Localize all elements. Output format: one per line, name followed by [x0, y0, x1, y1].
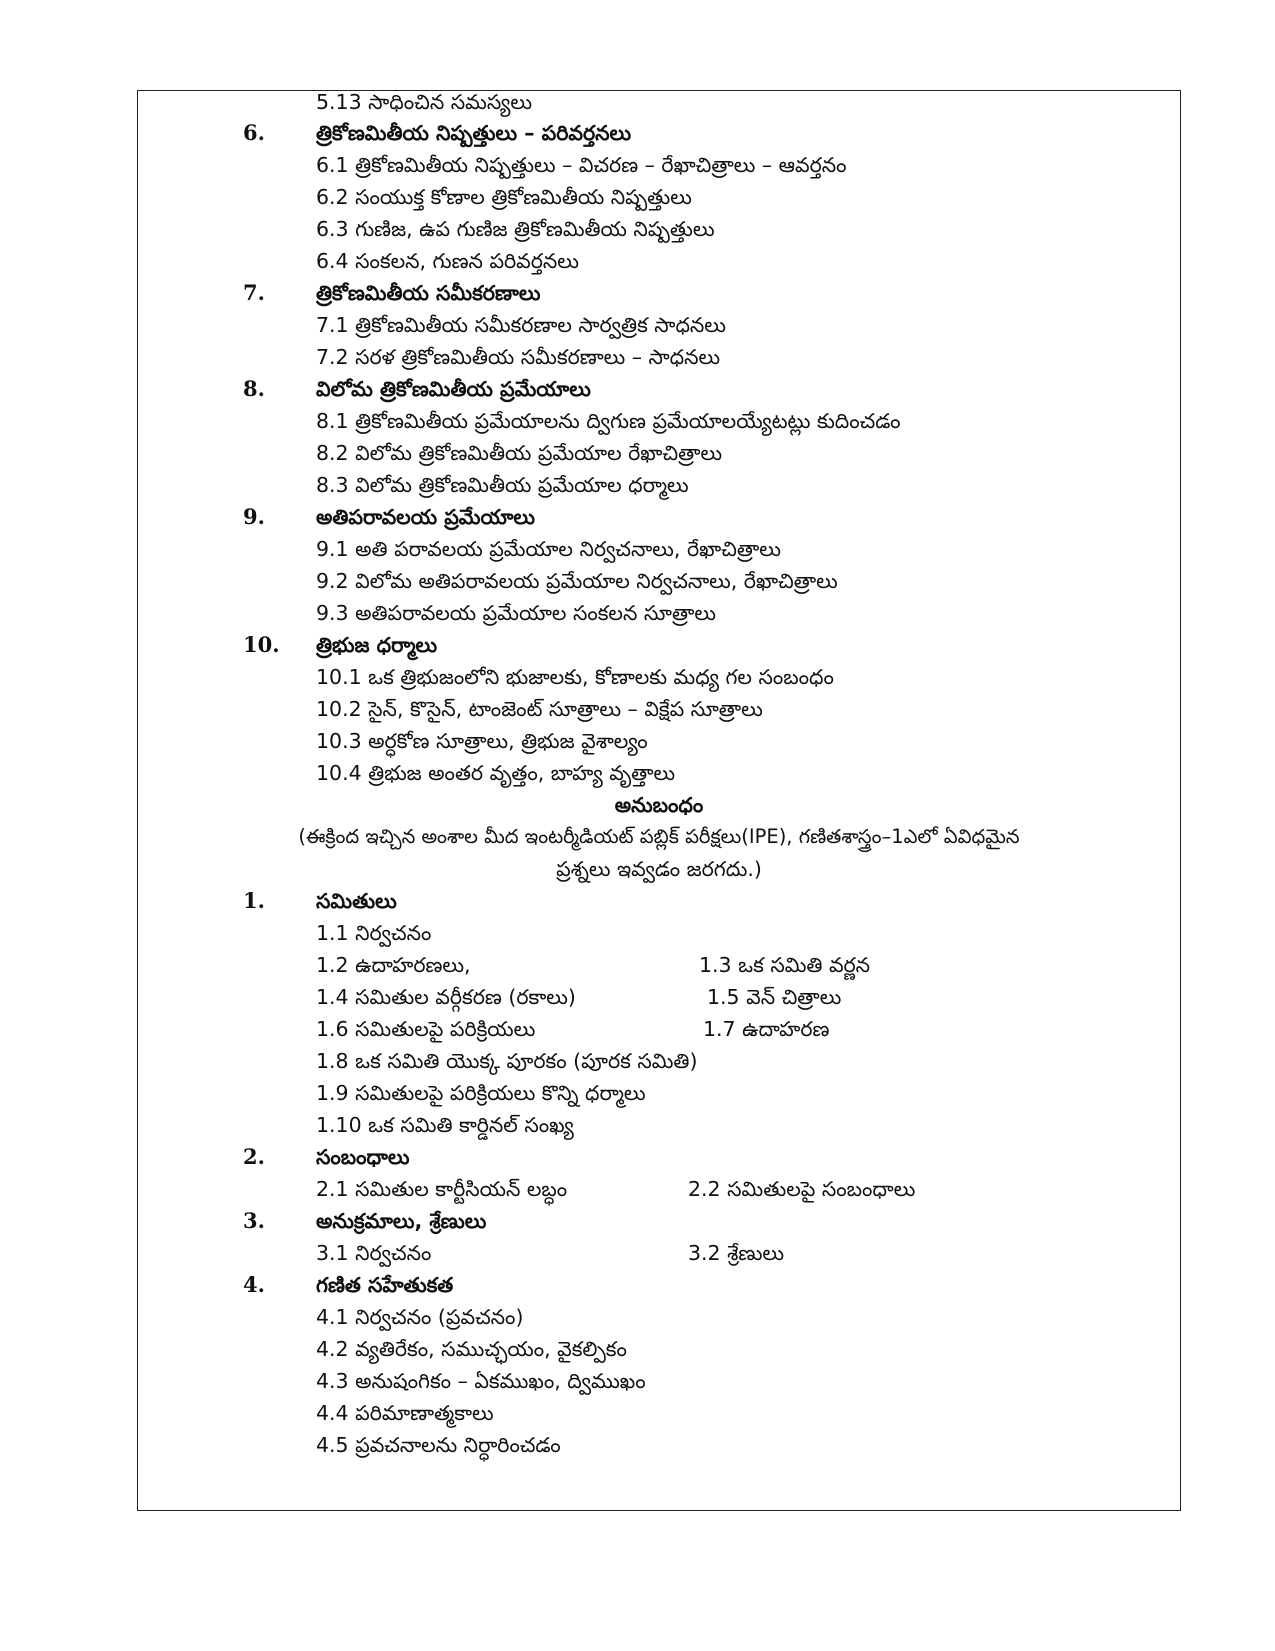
list-item: 9.2 విలోమ అతిపరావలయ ప్రమేయాల నిర్వచనాలు, రేఖాచిత్రాలు	[316, 569, 838, 593]
list-item: 6.1 త్రికోణమితీయ నిష్పత్తులు – విచరణ – రేఖాచిత్రాలు – ఆవర్తనం	[316, 153, 847, 177]
appendix-note: ప్రశ్నలు ఇవ్వడం జరగదు.)	[556, 857, 762, 881]
list-item: 6.2 సంయుక్త కోణాల త్రికోణమితీయ నిష్పత్తులు	[316, 185, 692, 209]
list-item: 1.9 సమితులపై పరిక్రియలు కొన్ని ధర్మాలు	[316, 1081, 646, 1105]
section-number: 7.	[243, 280, 265, 305]
list-item: 8.1 త్రికోణమితీయ ప్రమేయాలను ద్విగుణ ప్రమేయాలయ్యేటట్లు కుదించడం	[316, 409, 901, 433]
section-heading: అతిపరావలయ ప్రమేయాలు	[316, 505, 536, 529]
list-item: 4.1 నిర్వచనం (ప్రవచనం)	[316, 1305, 524, 1329]
section-heading: సంబంధాలు	[316, 1145, 410, 1169]
appendix-note: (ఈక్రింద ఇచ్చిన అంశాల మీద ఇంటర్మీడియట్ పబ్లిక్ పరీక్షలు(IPE), గణితశాస్త్రం–1ఎలో ఏవిధమైన	[298, 825, 1020, 848]
list-item: 3.1 నిర్వచనం	[316, 1241, 432, 1265]
list-item: 1.8 ఒక సమితి యొక్క పూరకం (పూరక సమితి)	[316, 1049, 698, 1073]
list-item: 10.3 అర్ధకోణ సూత్రాలు, త్రిభుజ వైశాల్యం	[316, 729, 648, 753]
section-heading: సమితులు	[316, 889, 397, 913]
section-heading: అనుక్రమాలు, శ్రేణులు	[316, 1209, 487, 1233]
list-item: 4.3 అనుషంగికం – ఏకముఖం, ద్విముఖం	[316, 1369, 646, 1393]
section-number: 6.	[243, 120, 265, 145]
section-heading: త్రిభుజ ధర్మాలు	[316, 633, 438, 657]
list-item: 1.4 సమితుల వర్గీకరణ (రకాలు)	[316, 985, 576, 1009]
section-heading: త్రికోణమితీయ నిష్పత్తులు – పరివర్తనలు	[316, 121, 632, 145]
list-item: 5.13 సాధించిన సమస్యలు	[316, 90, 533, 114]
section-number: 4.	[243, 1272, 265, 1297]
list-item: 7.1 త్రికోణమితీయ సమీకరణాల సార్వత్రిక సాధనలు	[316, 313, 726, 337]
section-number: 8.	[243, 376, 265, 401]
list-item: 6.4 సంకలన, గుణన పరివర్తనలు	[316, 249, 579, 273]
list-item: 4.4 పరిమాణాత్మకాలు	[316, 1401, 494, 1425]
list-item: 9.1 అతి పరావలయ ప్రమేయాల నిర్వచనాలు, రేఖాచిత్రాలు	[316, 537, 781, 561]
appendix-title: అనుబంధం	[614, 793, 704, 817]
list-item: 2.1 సమితుల కార్టీసియన్ లబ్ధం	[316, 1177, 568, 1201]
list-item: 4.2 వ్యతిరేకం, సముచ్ఛయం, వైకల్పికం	[316, 1337, 627, 1361]
list-item: 8.2 విలోమ త్రికోణమితీయ ప్రమేయాల రేఖాచిత్రాలు	[316, 441, 723, 465]
list-item: 1.6 సమితులపై పరిక్రియలు	[316, 1017, 536, 1041]
list-item: 1.10 ఒక సమితి కార్డినల్ సంఖ్య	[316, 1113, 574, 1137]
list-item: 10.1 ఒక త్రిభుజంలోని భుజాలకు, కోణాలకు మధ్య గల సంబంధం	[316, 665, 834, 689]
list-item: 1.1 నిర్వచనం	[316, 921, 432, 945]
list-item: 4.5 ప్రవచనాలను నిర్ధారించడం	[316, 1433, 561, 1457]
list-item: 10.4 త్రిభుజ అంతర వృత్తం, బాహ్య వృత్తాలు	[316, 761, 676, 785]
section-number: 3.	[243, 1208, 265, 1233]
list-item: 9.3 అతిపరావలయ ప్రమేయాల సంకలన సూత్రాలు	[316, 601, 716, 625]
list-item: 6.3 గుణిజ, ఉప గుణిజ త్రికోణమితీయ నిష్పత్తులు	[316, 217, 715, 241]
list-item: 10.2 సైన్, కొసైన్, టాంజెంట్ సూత్రాలు – విక్షేప సూత్రాలు	[316, 697, 763, 721]
section-heading: గణిత సహేతుకత	[316, 1273, 454, 1297]
list-item: 3.2 శ్రేణులు	[688, 1241, 785, 1265]
section-heading: త్రికోణమితీయ సమీకరణాలు	[316, 281, 541, 305]
list-item: 1.7 ఉదాహరణ	[703, 1017, 830, 1041]
list-item: 7.2 సరళ త్రికోణమితీయ సమీకరణాలు – సాధనలు	[316, 345, 721, 369]
list-item: 8.3 విలోమ త్రికోణమితీయ ప్రమేయాల ధర్మాలు	[316, 473, 689, 497]
section-number: 2.	[243, 1144, 265, 1169]
list-item: 2.2 సమితులపై సంబంధాలు	[688, 1177, 916, 1201]
list-item: 1.5 వెన్ చిత్రాలు	[707, 985, 842, 1009]
section-number: 10.	[243, 632, 280, 657]
list-item: 1.2 ఉదాహరణలు,	[316, 953, 471, 977]
section-number: 1.	[243, 888, 265, 913]
section-heading: విలోమ త్రికోణమితీయ ప్రమేయాలు	[316, 377, 591, 401]
section-number: 9.	[243, 504, 265, 529]
list-item: 1.3 ఒక సమితి వర్ణన	[699, 953, 871, 977]
